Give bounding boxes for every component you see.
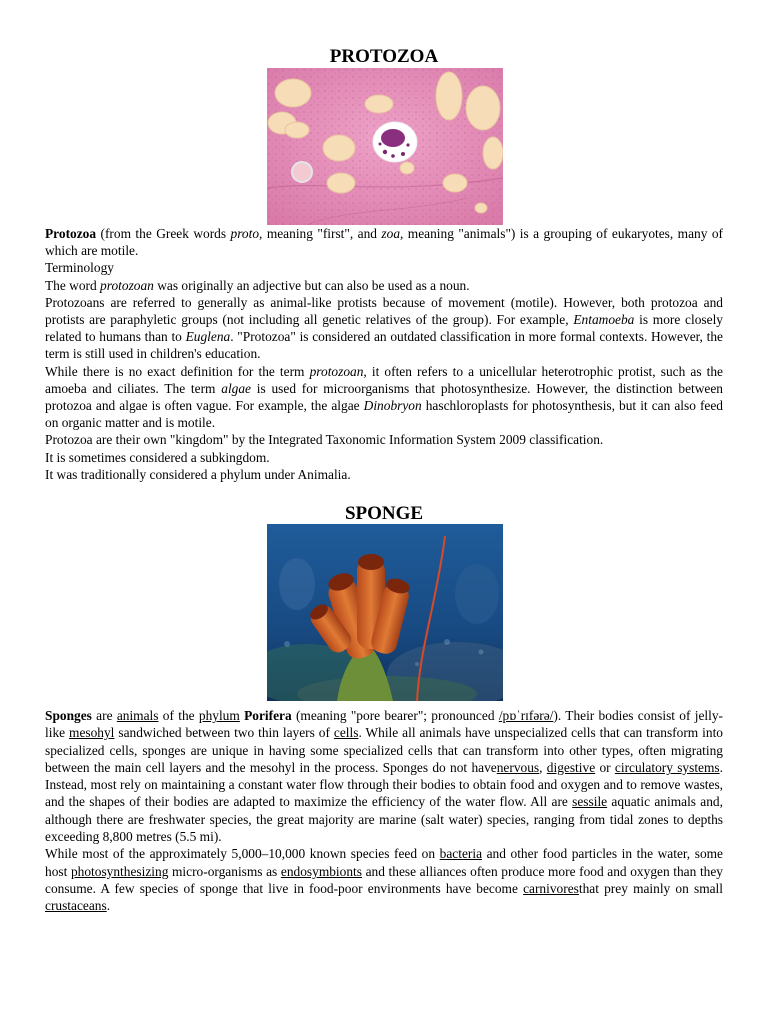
protozoa-paragraph-subkingdom: It is sometimes considered a subkingdom. (45, 449, 270, 465)
text-run: sandwiched between two thin layers of (114, 725, 334, 741)
link-crustaceans[interactable]: crustaceans (45, 898, 107, 914)
link-digestive[interactable]: digestive (546, 759, 596, 775)
link-animals[interactable]: animals (116, 708, 159, 723)
link-sessile[interactable]: sessile (572, 794, 608, 810)
text-run: are (91, 708, 117, 723)
text-run: aquatic animals and, although there are freshwater species, the great majority are marine (salt water) species, ranging from tidal zones to depths exceeding 8,800 metres (5.5 mi). (45, 794, 723, 845)
protozoa-text (45, 225, 723, 483)
link-pronunciation[interactable]: /pɒˈrɪfərə/ (498, 708, 554, 723)
text-run: (from the Greek words (96, 226, 231, 241)
sponge-term: Sponges (45, 708, 92, 723)
text-run: While there is no exact definition for the term (45, 363, 310, 379)
text-run: , meaning "animals") is a grouping of eukaryotes, many of which are motile. (45, 226, 724, 259)
protozoa-paragraph-word (45, 277, 723, 294)
italic-term: zoa (381, 226, 401, 241)
italic-term: proto (230, 226, 260, 241)
text-run: ). Their bodies consist of jelly-like (45, 708, 723, 741)
text-run: or (595, 759, 615, 775)
text-run: (meaning "pore bearer"; pronounced (291, 708, 499, 723)
sponge-paragraph-intro (45, 707, 723, 845)
italic-term: Dinobryon (363, 398, 422, 414)
text-run: is used for microorganisms that photosynthesize. However, the distinction between protozoa and algae is often vague. For example, the algae (45, 380, 723, 414)
protozoa-paragraph-definition (45, 363, 723, 432)
sponge-photo (267, 524, 503, 701)
italic-term: protozoan (309, 363, 364, 379)
text-run: , meaning "first", and (259, 226, 382, 241)
text-run: and other food particles in the water, some host (45, 846, 724, 879)
text-run: . (106, 898, 111, 914)
sponge-text (45, 707, 723, 915)
text-run: Protozoans are referred to generally as animal-like protists because of movement (motile). However, both protozoa and protists are paraphyletic groups (not including all genetic relatives of the group). For example, (45, 294, 723, 328)
protozoa-term: Protozoa (45, 226, 97, 241)
link-bacteria[interactable]: bacteria (439, 846, 483, 862)
text-run: , (539, 759, 547, 775)
text-run: was originally an adjective but can also be used as a noun. (153, 277, 470, 293)
text-run: that prey mainly on small (578, 880, 723, 896)
italic-term: protozoan (100, 277, 154, 293)
link-nervous[interactable]: nervous (496, 759, 540, 775)
link-mesohyl[interactable]: mesohyl (69, 725, 115, 741)
italic-term: algae (221, 380, 251, 396)
link-cells[interactable]: cells (333, 725, 359, 741)
link-carnivores[interactable]: carnivores (523, 880, 579, 896)
protozoa-paragraph-kingdom: Protozoa are their own "kingdom" by the Integrated Taxonomic Information System 2009 classification. (45, 432, 604, 448)
terminology-heading: Terminology (45, 260, 114, 276)
text-run: . While all animals have unspecialized cells that can transform into specialized cells, sponges are unique in having some specialized cells that can transform into other types, often migrating between the main cell layers and the mesohyl in the process. Sponges do not have (45, 725, 723, 775)
text-run: micro-organisms as (168, 863, 281, 879)
text-run: The word (45, 277, 101, 293)
text-run: haschloroplasts for photosynthesis, but it can also feed on organic matter and is motile. (45, 398, 723, 431)
protozoa-micrograph (267, 68, 503, 225)
link-endosymbionts[interactable]: endosymbionts (280, 863, 362, 879)
protozoa-image (267, 68, 503, 225)
text-run: While most of the approximately 5,000–10,000 known species feed on (45, 846, 440, 862)
italic-term: Entamoeba (573, 312, 635, 328)
protozoa-title: PROTOZOA (329, 46, 439, 67)
sponge-paragraph-feeding (45, 845, 723, 914)
link-phylum[interactable]: phylum (198, 708, 240, 723)
italic-term: Euglena (185, 329, 231, 345)
text-run: , it often refers to a unicellular heterotrophic protist, such as the amoeba and ciliates. The term (45, 363, 723, 396)
text-run: . "Protozoa" is considered an outdated classification in more formal contexts. However, the term is still used in children's education. (45, 329, 723, 362)
text-run: is more closely related to humans than to (45, 312, 723, 345)
sponge-title: SPONGE (344, 503, 424, 524)
text-run: and these alliances often produce more food and oxygen than they consume. A few species of sponge that live in food-poor environments have become (45, 863, 723, 896)
link-photosynthesizing[interactable]: photosynthesizing (70, 863, 169, 879)
protozoa-paragraph-phylum: It was traditionally considered a phylum under Animalia. (45, 466, 351, 482)
text-run: . Instead, most rely on maintaining a constant water flow through their bodies to obtain food and oxygen and to remove wastes, and the shapes of their bodies are adapted to maximize the efficiency of the water flow. All are (45, 759, 723, 810)
protozoa-paragraph-protists (45, 294, 723, 363)
text-run: of the (158, 708, 199, 723)
protozoa-paragraph-intro (45, 225, 723, 259)
link-circulatory-systems[interactable]: circulatory systems (614, 759, 720, 775)
porifera-term: Porifera (244, 708, 292, 723)
sponge-image (267, 524, 503, 701)
